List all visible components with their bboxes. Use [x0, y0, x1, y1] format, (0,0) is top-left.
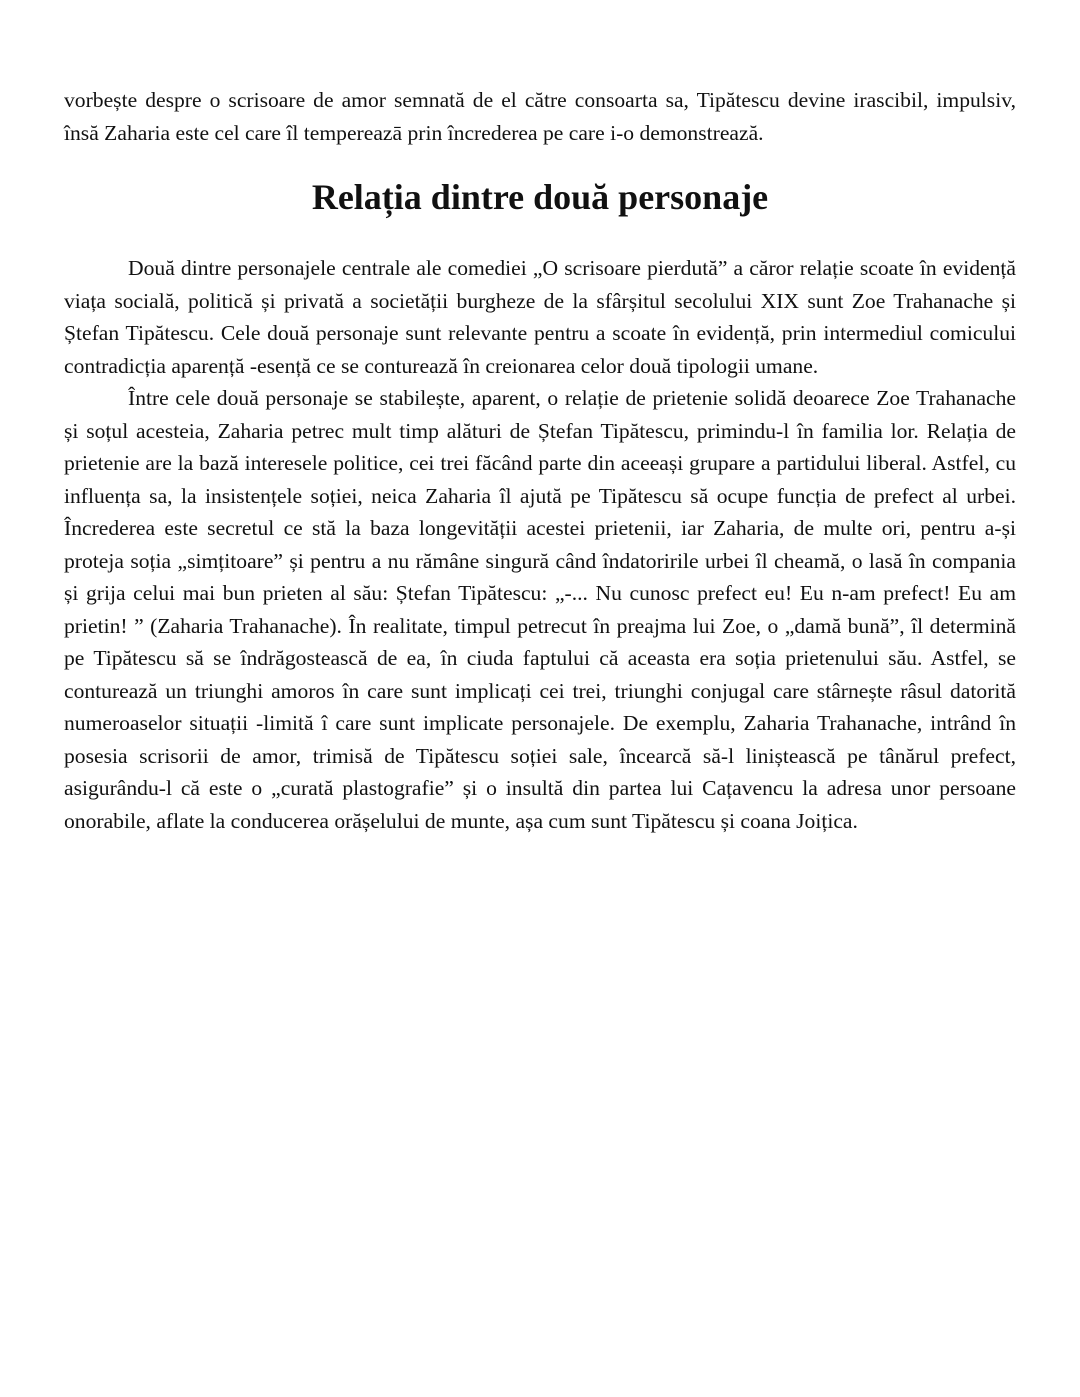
continuation-paragraph: vorbește despre o scrisoare de amor semnată de el către consoarta sa, Tipătescu devine irascibil, impulsiv, însă Zaharia este cel care îl tempereazā prin încrederea pe care i-o demonstrează.: [64, 88, 1016, 145]
document-page: [64, 84, 1016, 837]
body-paragraph-2: Între cele două personaje se stabilește, aparent, o relație de prietenie solidă deoarece Zoe Trahanache și soțul acesteia, Zaharia petrec mult timp alături de Ștefan Tipătescu, primindu-l în familia lor. Relația de prietenie are la bază interesele politice, cei trei făcând parte din aceeași grupare a partidului liberal. Astfel, cu influența sa, la insistențele soției, neica Zaharia îl ajută pe Tipătescu să ocupe funcția de prefect al urbei. Încrederea este secretul ce stă la baza longevității acestei prietenii, iar Zaharia, de multe ori, pentru a-și proteja soția „simțitoare” și pentru a nu rămâne singură când îndatoririle urbei îl cheamă, o lasă în compania și grija celui mai bun prieten al său: Ștefan Tipătescu: „-... Nu cunosc prefect eu! Eu n-am prefect! Eu am prietin! ” (Zaharia Trahanache). În realitate, timpul petrecut în preajma lui Zoe, o „damă bună”, îl determină pe Tipătescu să se îndrăgostească de ea, în ciuda faptului că aceasta era soția prietenului său. Astfel, se conturează un triunghi amoros în care sunt implicați cei trei, triunghi conjugal care stârnește râsul datorită numeroaselor situații -limită î care sunt implicate personajele. De exemplu, Zaharia Trahanache, intrând în posesia scrisorii de amor, trimisă de Tipătescu soției sale, încearcă să-l liniștească pe tânărul prefect, asigurându-l că este o „curată plastografie” și o insultă din partea lui Cațavencu la adresa unor persoane onorabile, aflate la conducerea orășelului de munte, așa cum sunt Tipătescu și coana Joițica.: [64, 386, 1016, 833]
section-title: Relația dintre două personaje: [311, 177, 769, 217]
body-paragraph-1: Două dintre personajele centrale ale comediei „O scrisoare pierdută” a căror relație scoate în evidență viața socială, politică și privată a societății burgheze de la sfârșitul secolului XIX sunt Zoe Trahanache și Ștefan Tipătescu. Cele două personaje sunt relevante pentru a scoate în evidență, prin intermediul comicului contradicția aparență -esență ce se conturează în creionarea celor două tipologii umane.: [64, 256, 1016, 378]
